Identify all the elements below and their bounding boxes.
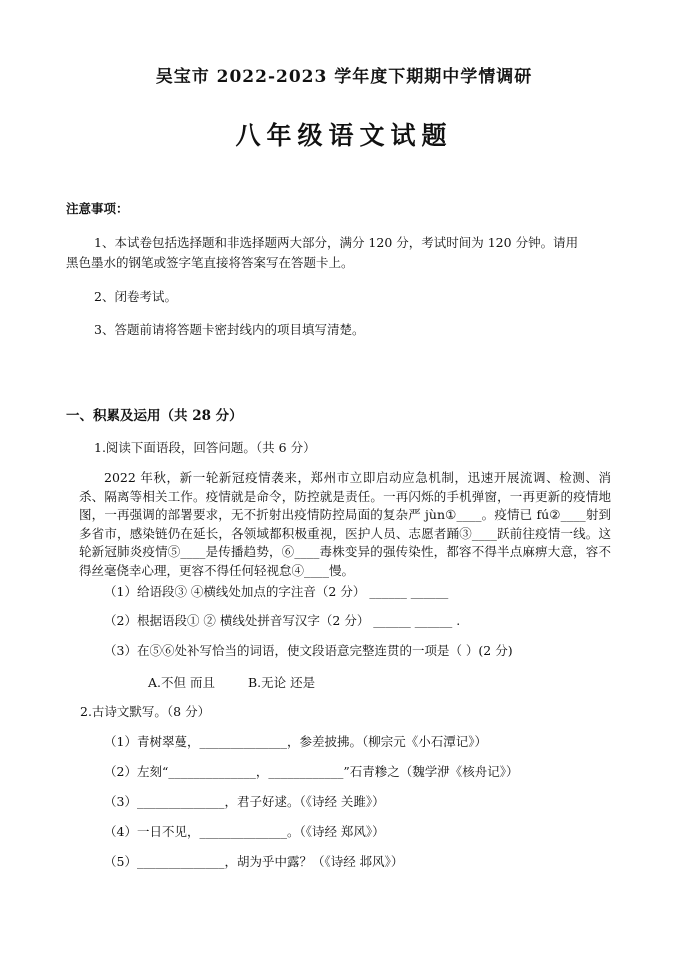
option-b: B.无论 还是 — [248, 675, 316, 690]
notice-item-1-line-2: 黑色墨水的钢笔或签字笔直接将答案写在答题卡上。 — [66, 255, 354, 270]
option-a: A.不但 而且 — [148, 675, 215, 690]
notice-item-1-line-1: 1、本试卷包括选择题和非选择题两大部分，满分 120 分，考试时间为 120 分钟。请用 — [94, 235, 579, 250]
school-title: 吴宝市 2022-2023 学年度下期期中学情调研 — [155, 67, 533, 87]
question-1-passage: 2022 年秋，新一轮新冠疫情袭来，郑州市立即启动应急机制，迅速开展流调、检测、消杀、隔离等相关工作。疫情就是命令，防控就是责任。一再闪烁的手机弹窗，一再更新的疫情地图，一再强调的部署要求，无不折射出疫情防控局面的复杂严 jùn①____。疫情已 fú②____射到多省市，感染链仍在延长，各领域都积极重视，医护人员、志愿者踊③____跃前往疫情一线。这轮新冠肺炎疫情⑤____是传播趋势，⑥____毒株变异的强传染性，都容不得半点麻痹大意，容不得丝毫侥幸心理，更容不得任何轻视怠④____慢。 — [79, 470, 611, 578]
recitation-line-5: （5）______________，胡为乎中露？（《诗经 邶风》） — [104, 854, 404, 869]
section-1-heading: 一、积累及运用（共 28 分） — [66, 408, 243, 424]
recitation-line-2: （2）左刻“______________，____________”石青糁之（魏学洢《核舟记》） — [104, 764, 519, 779]
notice-heading: 注意事项： — [66, 201, 129, 216]
question-1-sub-3: （3）在⑤⑥处补写恰当的词语，使文段语意完整连贯的一项是（ ）(2 分) — [104, 643, 513, 658]
exam-title: 八年级语文试题 — [235, 121, 453, 150]
recitation-line-1: （1）青树翠蔓，______________，参差披拂。（柳宗元《小石潭记》） — [104, 734, 487, 749]
question-2-prompt: 2.古诗文默写。（8 分） — [80, 704, 211, 719]
notice-item-2: 2、闭卷考试。 — [94, 289, 177, 304]
question-1-prompt: 1.阅读下面语段，回答问题。（共 6 分） — [94, 440, 316, 455]
recitation-line-3: （3）______________，君子好逑。（《诗经 关雎》） — [104, 794, 385, 809]
question-1-sub-1: （1）给语段③ ④横线处加点的字注音（2 分） ______ ______ — [104, 584, 449, 599]
question-1-sub-2: （2）根据语段① ② 横线处拼音写汉字（2 分） ______ ______ . — [104, 613, 461, 628]
notice-item-3: 3、答题前请将答题卡密封线内的项目填写清楚。 — [94, 322, 365, 337]
recitation-line-4: （4）一日不见，______________。（《诗经 郑风》） — [104, 824, 385, 839]
